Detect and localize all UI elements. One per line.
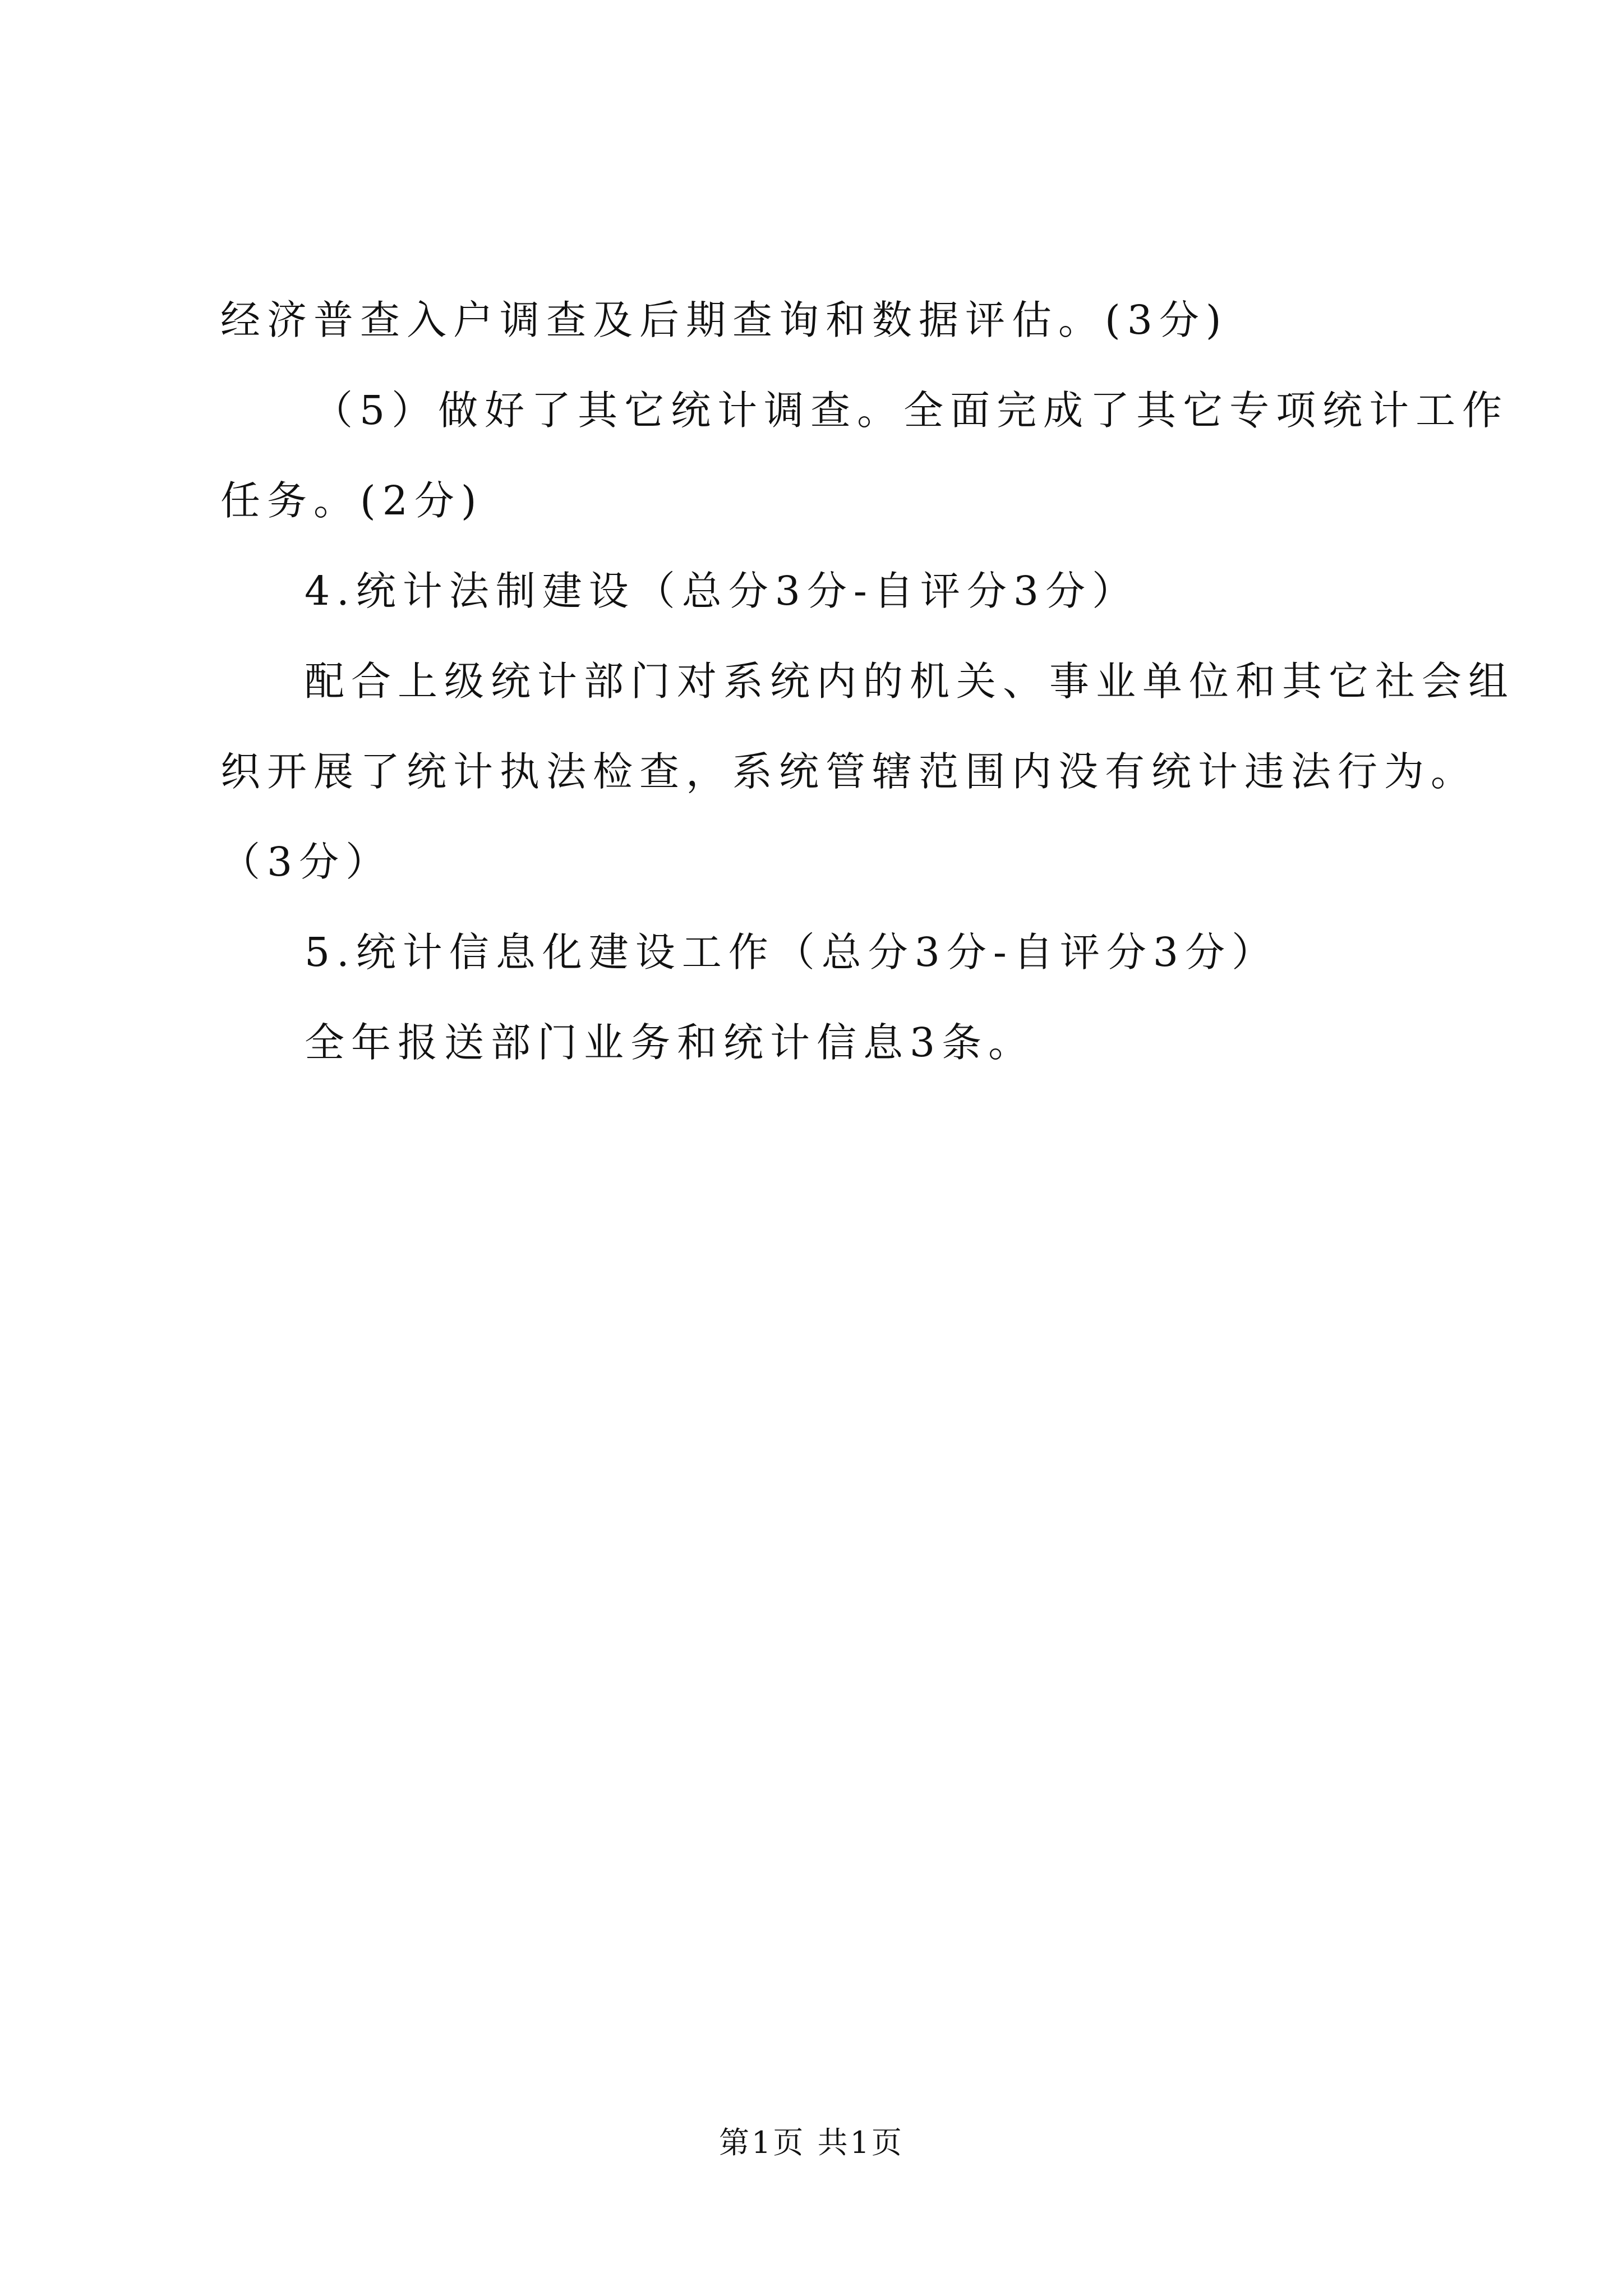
paragraph-line-1: 经济普查入户调查及后期查询和数据评估。(3分)	[220, 297, 1228, 343]
paragraph-line-9: 全年报送部门业务和统计信息3条。	[305, 1019, 1035, 1066]
paragraph-line-5: 配合上级统计部门对系统内的机关、事业单位和其它社会组	[305, 658, 1515, 705]
section-heading-5: 5.统计信息化建设工作（总分3分-自评分3分）	[305, 929, 1279, 976]
paragraph-line-7: （3分）	[220, 839, 393, 885]
page-number-footer: 第1页 共1页	[719, 2125, 904, 2160]
section-heading-4: 4.统计法制建设（总分3分-自评分3分）	[305, 568, 1139, 614]
document-body	[220, 275, 1515, 1088]
paragraph-line-6: 织开展了统计执法检查，系统管辖范围内没有统计违法行为。	[220, 748, 1478, 795]
paragraph-line-2: （5）做好了其它统计调查。全面完成了其它专项统计工作	[313, 387, 1509, 434]
paragraph-line-3: 任务。(2分)	[220, 477, 483, 524]
